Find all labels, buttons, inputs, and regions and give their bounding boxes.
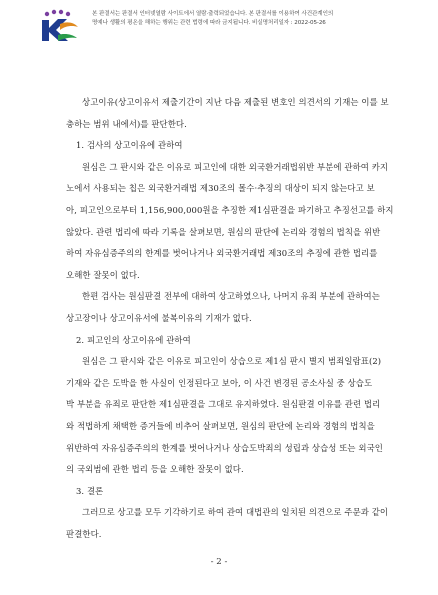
paragraph-line: 노에서 사용되는 칩은 외국환거래법 제30조의 몰수·추징의 대상이 되지 않는다고 보 <box>66 183 375 194</box>
page-header <box>0 0 438 44</box>
paragraph-line: 충하는 범위 내에서)를 판단한다. <box>66 118 187 129</box>
paragraph-line: 오해한 잘못이 없다. <box>66 269 140 280</box>
page-number: - 2 - <box>210 557 228 567</box>
judgment-body <box>66 92 400 545</box>
paragraph-line: 기재와 같은 도박을 한 사실이 인정된다고 보아, 이 사건 변경된 공소사실 중 상습도 <box>66 377 373 388</box>
notice-line: 본 판결서는 판결서 인터넷열람 사이트에서 열람·출력되었습니다. 본 판결서를 이용하여 사건관계인의 <box>92 11 334 17</box>
court-seal-logo-icon <box>34 8 84 44</box>
notice-line: 명예나 생활의 평온을 해하는 행위는 관련 법령에 따라 금지됩니다. 비실명처리일자 : 2022-05-26 <box>92 20 326 27</box>
paragraph-line: 상고장이나 상고이유서에 불복이유의 기재가 없다. <box>66 312 252 323</box>
section-heading: 2. 피고인의 상고이유에 관하여 <box>76 334 191 345</box>
paragraph-line: 한편 검사는 원심판결 전부에 대하여 상고하였으나, 나머지 유죄 부분에 관하여는 <box>82 291 380 302</box>
paragraph-line: 그러므로 상고를 모두 기각하기로 하여 관여 대법관의 일치된 의견으로 주문과 같이 <box>82 507 389 518</box>
section-heading: 1. 검사의 상고이유에 관하여 <box>76 140 183 151</box>
section-heading: 3. 결론 <box>76 485 104 496</box>
disclosure-notice <box>92 10 430 29</box>
paragraph-line: 판결한다. <box>66 528 102 539</box>
paragraph-line: 와 적법하게 채택한 증거들에 비추어 살펴보면, 원심의 판단에 논리와 경험의 법칙을 <box>66 420 375 431</box>
paragraph-line: 원심은 그 판시와 같은 이유로 피고인이 상습으로 제1심 판시 별지 범죄일람표(2) <box>82 356 382 367</box>
paragraph-line: 상고이유(상고이유서 제출기간이 지난 다음 제출된 변호인 의견서의 기재는 이를 보 <box>82 97 389 107</box>
paragraph-line: 원심은 그 판시와 같은 이유로 피고인에 대한 외국환거래법위반 부분에 관하여 카지 <box>82 161 389 172</box>
paragraph-line: 하여 자유심증주의의 한계를 벗어나거나 외국환거래법 제30조의 추징에 관한 법리를 <box>66 248 378 259</box>
paragraph-line: 의 국외범에 관한 법리 등을 오해한 잘못이 없다. <box>66 464 244 475</box>
paragraph-line: 위반하여 자유심증주의의 한계를 벗어나거나 상습도박죄의 성립과 상습성 또는 외국인 <box>66 442 383 453</box>
paragraph-line: 박 부분을 유죄로 판단한 제1심판결을 그대로 유지하였다. 원심판결 이유를 관련 법리 <box>66 399 381 410</box>
paragraph-line: 않았다. 관련 법리에 따라 기록을 살펴보면, 원심의 판단에 논리와 경험의 법칙을 위반 <box>66 226 381 237</box>
paragraph-line: 아, 피고인으로부터 1,156,900,000원을 추징한 제1심판결을 파기하고 추징선고를 하지 <box>66 204 394 215</box>
